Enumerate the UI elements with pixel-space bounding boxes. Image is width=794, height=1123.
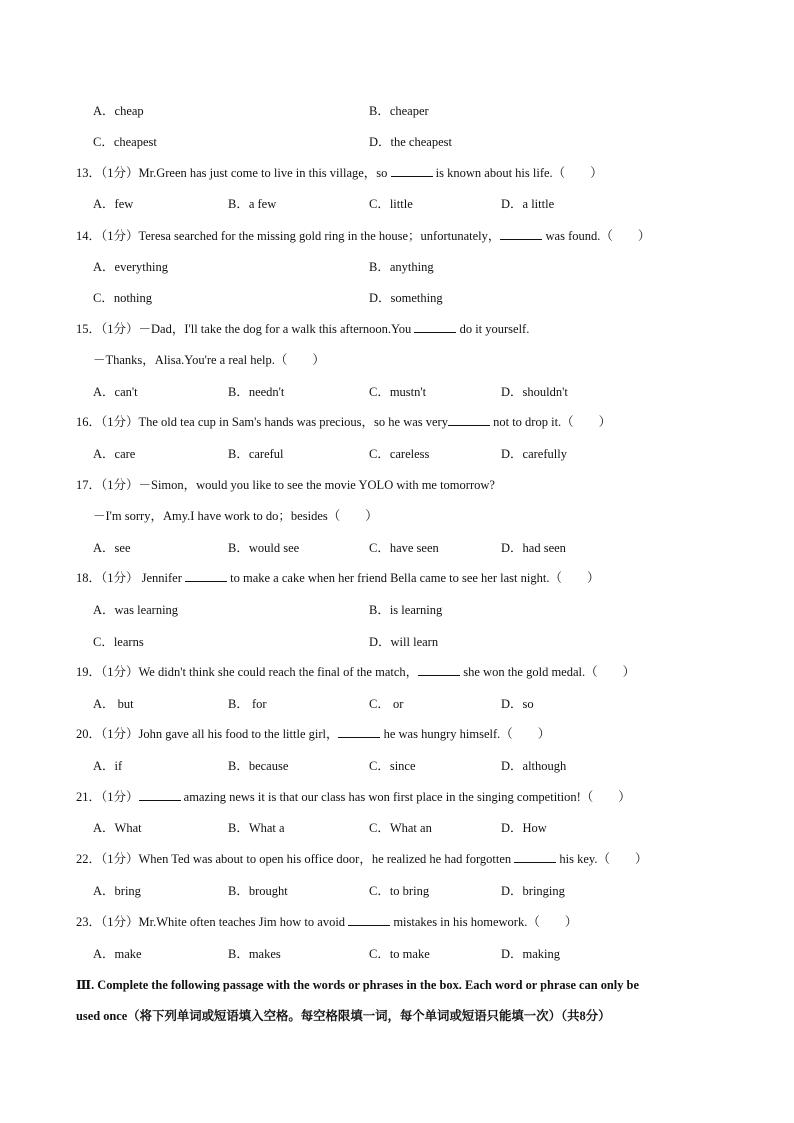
q13-stem: 13．（1分）Mr.Green has just come to live in this village，so is known about his life.（ ） <box>76 166 603 180</box>
q20-option-c: C．since <box>369 759 416 773</box>
q17-reply: －I'm sorry，Amy.I have work to do；besides（ ） <box>93 509 378 523</box>
q23-option-c: C．to make <box>369 947 430 961</box>
q23-option-b: B．makes <box>228 947 281 961</box>
q13-option-a: A．few <box>93 197 134 211</box>
q15-stem: 15．（1分）－Dad，I'll take the dog for a walk this afternoon.You do it yourself. <box>76 322 530 336</box>
q20-option-a: A．if <box>93 759 123 773</box>
q17-option-d: D．had seen <box>501 541 566 555</box>
q20-option-d: D．although <box>501 759 567 773</box>
q15-option-c: C．mustn't <box>369 385 427 399</box>
q23-option-d: D．making <box>501 947 561 961</box>
q22-option-b: B．brought <box>228 884 288 898</box>
q21-option-c: C．What an <box>369 821 432 835</box>
q18-option-b: B．is learning <box>369 603 443 617</box>
q15-option-a: A．can't <box>93 385 138 399</box>
q16-stem: 16．（1分）The old tea cup in Sam's hands was precious，so he was very not to drop it.（ ） <box>76 415 612 429</box>
q21-option-d: D．How <box>501 821 547 835</box>
q17-option-c: C．have seen <box>369 541 439 555</box>
q21-stem: 21．（1分） amazing news it is that our class has won first place in the singing competition!（ ） <box>76 790 631 804</box>
q14-option-a: A．everything <box>93 260 168 274</box>
answer-blank <box>514 851 556 863</box>
q23-stem: 23．（1分）Mr.White often teaches Jim how to avoid mistakes in his homework.（ ） <box>76 915 578 929</box>
q15-option-b: B．needn't <box>228 385 285 399</box>
answer-blank <box>448 414 490 426</box>
q17-option-a: A．see <box>93 541 131 555</box>
q16-option-a: A．care <box>93 447 136 461</box>
q12-option-d: D．the cheapest <box>369 135 452 149</box>
q15-option-d: D．shouldn't <box>501 385 568 399</box>
q14-stem: 14．（1分）Teresa searched for the missing gold ring in the house；unfortunately， was found.（ ） <box>76 229 651 243</box>
answer-blank <box>348 914 390 926</box>
section-3-heading-line2: used once（将下列单词或短语填入空格。每空格限填一词，每个单词或短语只能填一次）（共8分） <box>76 1009 611 1023</box>
q21-option-b: B．What a <box>228 821 285 835</box>
q14-option-b: B．anything <box>369 260 434 274</box>
section-3-heading-line1: Ⅲ. Complete the following passage with the words or phrases in the box. Each word or phrase can only be <box>76 978 639 992</box>
q19-option-c: C． or <box>369 697 404 711</box>
q12-option-c: C．cheapest <box>93 135 157 149</box>
q20-option-b: B．because <box>228 759 289 773</box>
answer-blank <box>391 165 433 177</box>
q18-option-c: C．learns <box>93 635 144 649</box>
q22-option-c: C．to bring <box>369 884 430 898</box>
q14-option-d: D．something <box>369 291 443 305</box>
q18-option-d: D．will learn <box>369 635 439 649</box>
q13-option-b: B．a few <box>228 197 277 211</box>
answer-blank <box>139 789 181 801</box>
answer-blank <box>185 570 227 582</box>
q19-stem: 19．（1分）We didn't think she could reach the final of the match， she won the gold medal.（ ） <box>76 665 636 679</box>
q16-option-d: D．carefully <box>501 447 567 461</box>
answer-blank <box>414 321 456 333</box>
q13-option-d: D．a little <box>501 197 555 211</box>
q15-reply: －Thanks，Alisa.You're a real help.（ ） <box>93 353 325 367</box>
answer-blank <box>500 228 542 240</box>
q19-option-a: A． but <box>93 697 134 711</box>
q21-option-a: A．What <box>93 821 142 835</box>
q16-option-c: C．careless <box>369 447 430 461</box>
q22-option-a: A．bring <box>93 884 141 898</box>
q19-option-b: B． for <box>228 697 267 711</box>
q12-option-a: A．cheap <box>93 104 144 118</box>
q23-option-a: A．make <box>93 947 142 961</box>
q22-option-d: D．bringing <box>501 884 565 898</box>
q22-stem: 22．（1分）When Ted was about to open his office door，he realized he had forgotten his key.（ ） <box>76 852 648 866</box>
q13-option-c: C．little <box>369 197 413 211</box>
q16-option-b: B．careful <box>228 447 284 461</box>
answer-blank <box>338 726 380 738</box>
answer-blank <box>418 664 460 676</box>
q18-stem: 18．（1分） Jennifer to make a cake when her friend Bella came to see her last night.（ ） <box>76 571 600 585</box>
q17-stem: 17．（1分）－Simon，would you like to see the movie YOLO with me tomorrow? <box>76 478 495 492</box>
q19-option-d: D．so <box>501 697 534 711</box>
q18-option-a: A．was learning <box>93 603 179 617</box>
q12-option-b: B．cheaper <box>369 104 429 118</box>
q17-option-b: B．would see <box>228 541 300 555</box>
q20-stem: 20．（1分）John gave all his food to the little girl， he was hungry himself.（ ） <box>76 727 551 741</box>
q14-option-c: C．nothing <box>93 291 153 305</box>
